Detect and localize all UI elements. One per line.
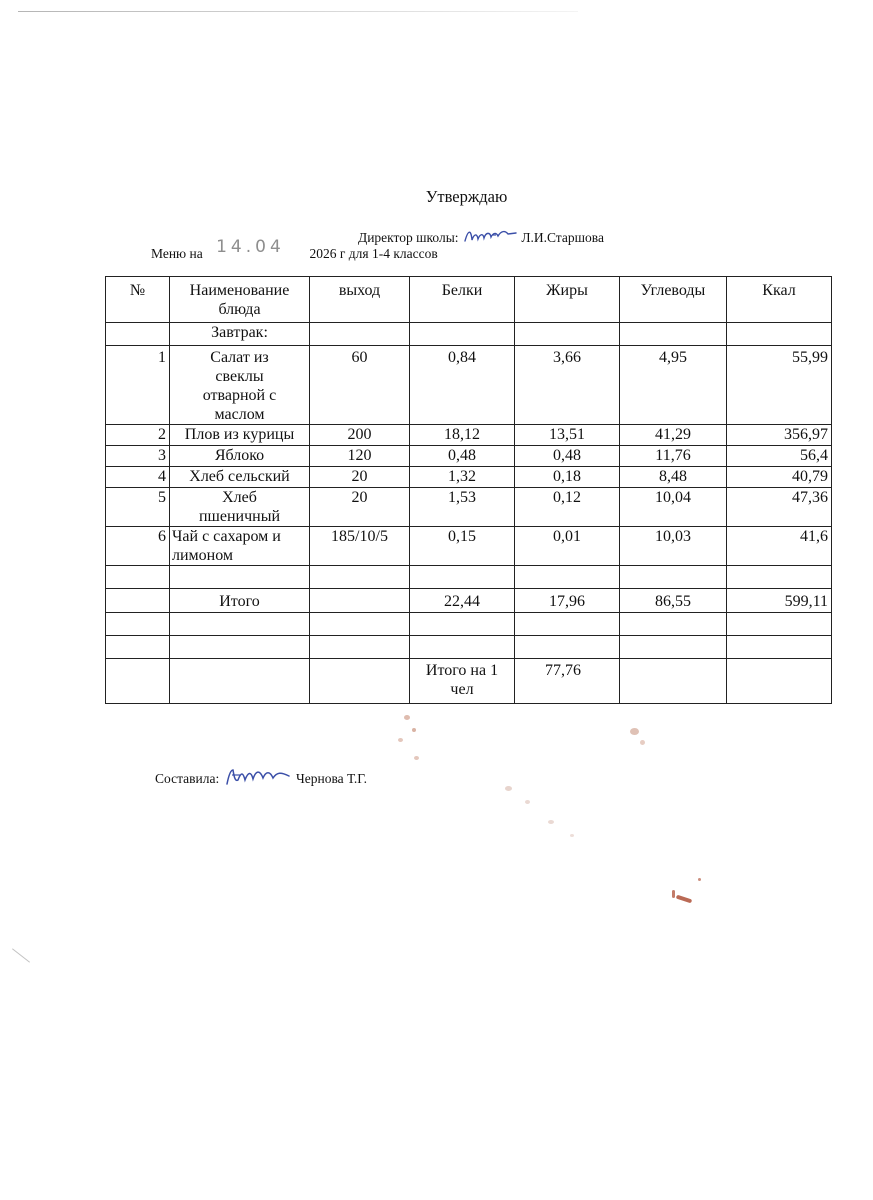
- row-kcal: 56,4: [727, 446, 832, 467]
- row-name: Плов из курицы: [170, 425, 310, 446]
- menu-table: [105, 276, 832, 704]
- row-proteins: 18,12: [410, 425, 515, 446]
- col-header-fats: Жиры: [515, 277, 620, 323]
- director-signature-icon: [462, 226, 518, 246]
- per-person-label: Итого на 1 чел: [410, 659, 515, 704]
- col-header-name: Наименование блюда: [170, 277, 310, 323]
- row-name: Яблоко: [170, 446, 310, 467]
- row-kcal: 55,99: [727, 346, 832, 425]
- table-row: [106, 527, 832, 566]
- empty-row: [106, 613, 832, 636]
- row-fats: 0,12: [515, 488, 620, 527]
- row-carbs: 10,04: [620, 488, 727, 527]
- row-fats: 13,51: [515, 425, 620, 446]
- row-output: 20: [310, 488, 410, 527]
- row-name: Салат из свеклы отварной с маслом: [170, 346, 310, 425]
- row-proteins: 1,53: [410, 488, 515, 527]
- row-proteins: 0,15: [410, 527, 515, 566]
- section-row: [106, 323, 832, 346]
- col-header-proteins: Белки: [410, 277, 515, 323]
- row-fats: 0,18: [515, 467, 620, 488]
- composed-label: Составила:: [155, 771, 220, 786]
- row-output: 60: [310, 346, 410, 425]
- total-proteins: 22,44: [410, 589, 515, 613]
- row-kcal: 40,79: [727, 467, 832, 488]
- row-carbs: 41,29: [620, 425, 727, 446]
- table-row: [106, 467, 832, 488]
- table-row: [106, 346, 832, 425]
- col-header-kcal: Ккал: [727, 277, 832, 323]
- menu-date-line: [151, 237, 438, 263]
- director-label: Директор школы:: [358, 230, 459, 245]
- row-fats: 0,48: [515, 446, 620, 467]
- director-name: Л.И.Старшова: [521, 230, 604, 245]
- total-label: Итого: [170, 589, 310, 613]
- scan-artifact-line: [18, 11, 578, 12]
- empty-row: [106, 566, 832, 589]
- table-row: [106, 446, 832, 467]
- col-header-carbs: Углеводы: [620, 277, 727, 323]
- table-header-row: [106, 277, 832, 323]
- row-carbs: 11,76: [620, 446, 727, 467]
- row-proteins: 1,32: [410, 467, 515, 488]
- row-fats: 3,66: [515, 346, 620, 425]
- composer-name: Чернова Т.Г.: [295, 771, 367, 786]
- row-name: Хлеб сельский: [170, 467, 310, 488]
- row-carbs: 10,03: [620, 527, 727, 566]
- row-carbs: 4,95: [620, 346, 727, 425]
- menu-date-handwritten: 14.04: [216, 237, 285, 257]
- row-num: 4: [106, 467, 170, 488]
- row-num: 3: [106, 446, 170, 467]
- total-kcal: 599,11: [727, 589, 832, 613]
- row-fats: 0,01: [515, 527, 620, 566]
- row-num: 6: [106, 527, 170, 566]
- row-num: 1: [106, 346, 170, 425]
- row-name: Чай с сахаром и лимоном: [170, 527, 310, 566]
- row-output: 20: [310, 467, 410, 488]
- row-carbs: 8,48: [620, 467, 727, 488]
- row-proteins: 0,48: [410, 446, 515, 467]
- menu-year-classes: 2026 г для 1-4 классов: [309, 246, 438, 261]
- row-output: 200: [310, 425, 410, 446]
- menu-label: Меню на: [151, 246, 203, 261]
- table-row: [106, 425, 832, 446]
- section-label: Завтрак:: [170, 323, 310, 346]
- row-output: 120: [310, 446, 410, 467]
- table-row: [106, 488, 832, 527]
- row-num: 5: [106, 488, 170, 527]
- row-proteins: 0,84: [410, 346, 515, 425]
- total-carbs: 86,55: [620, 589, 727, 613]
- per-person-value: 77,76: [515, 659, 620, 704]
- row-kcal: 356,97: [727, 425, 832, 446]
- row-kcal: 47,36: [727, 488, 832, 527]
- total-fats: 17,96: [515, 589, 620, 613]
- empty-row: [106, 636, 832, 659]
- total-row: [106, 589, 832, 613]
- row-num: 2: [106, 425, 170, 446]
- per-person-row: [106, 659, 832, 704]
- composed-line: [155, 766, 367, 788]
- row-kcal: 41,6: [727, 527, 832, 566]
- row-name: Хлеб пшеничный: [170, 488, 310, 527]
- col-header-output: выход: [310, 277, 410, 323]
- approval-title: Утверждаю: [425, 187, 508, 206]
- col-header-num: №: [106, 277, 170, 323]
- composer-signature-icon: [223, 766, 293, 788]
- row-output: 185/10/5: [310, 527, 410, 566]
